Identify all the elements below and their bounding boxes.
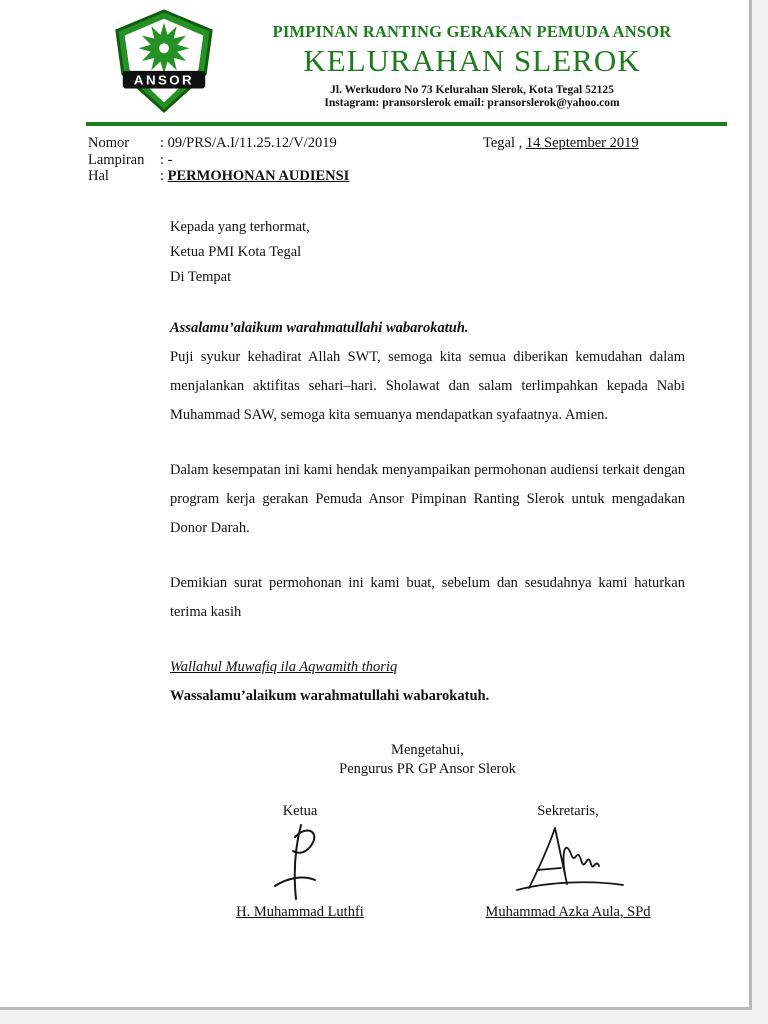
nomor-value: : 09/PRS/A.I/11.25.12/V/2019	[160, 135, 337, 151]
signature-row	[0, 803, 749, 933]
city-prefix: Tegal ,	[483, 135, 526, 151]
meta-row-hal	[88, 168, 733, 185]
logo-star-center	[159, 43, 169, 53]
signature-block-sekretaris	[458, 803, 678, 921]
nomor-label: Nomor	[88, 135, 130, 151]
acknowledgement-block	[170, 741, 685, 779]
org-name-line1: PIMPINAN RANTING GERAKAN PEMUDA ANSOR	[272, 22, 672, 41]
letter-body	[170, 314, 685, 711]
opening-salutation: Assalamu’alaikum warahmatullahi wabarokatuh.	[170, 319, 469, 336]
logo-text: ANSOR	[133, 72, 195, 88]
ansor-logo	[110, 8, 218, 114]
sekretaris-name: Muhammad Azka Aula, SPd	[485, 903, 651, 920]
recipient-line1: Kepada yang terhormat,	[170, 218, 310, 235]
recipient-line2: Ketua PMI Kota Tegal	[170, 243, 302, 260]
hal-value: PERMOHONAN AUDIENSI	[167, 168, 350, 184]
ketua-role-label: Ketua	[282, 802, 318, 819]
ketua-name: H. Muhammad Luthfi	[236, 903, 364, 920]
ketua-signature-icon	[255, 822, 345, 902]
date-block	[483, 135, 639, 152]
mengetahui-label: Mengetahui,	[391, 741, 464, 758]
closing-motto: Wallahul Muwafiq ila Aqwamith thoriq	[170, 658, 398, 675]
paragraph-1: Puji syukur kehadirat Allah SWT, semoga kita semua diberikan kemudahan dalam menjalankan aktifitas sehari–hari. Sholawat dan salam terlimpahkan kepada Nabi Muhammad SAW, semoga kita semuanya mendapatkan syafaatnya. Amien.	[170, 348, 685, 423]
signature-block-ketua	[200, 803, 400, 921]
letterhead-divider	[86, 122, 727, 126]
lampiran-value: : -	[160, 151, 173, 168]
hal-value-wrap	[160, 168, 349, 185]
recipient-line3: Di Tempat	[170, 268, 232, 285]
letterhead	[0, 0, 749, 118]
closing-salutation: Wassalamu’alaikum warahmatullahi wabarokatuh.	[170, 687, 490, 704]
pengurus-org: Pengurus PR GP Ansor Slerok	[339, 760, 516, 777]
sekretaris-signature-icon	[503, 822, 633, 902]
meta-row-lampiran	[88, 152, 733, 169]
org-address: Jl. Werkudoro No 73 Kelurahan Slerok, Kota Tegal 52125	[330, 84, 614, 96]
recipient-block	[170, 219, 749, 286]
hal-colon: :	[160, 168, 168, 184]
lampiran-label: Lampiran	[88, 151, 145, 168]
hal-label: Hal	[88, 168, 109, 184]
paragraph-2: Dalam kesempatan ini kami hendak menyampaikan permohonan audiensi terkait dengan program kerja gerakan Pemuda Ansor Pimpinan Ranting Slerok untuk mengadakan Donor Darah.	[170, 461, 685, 536]
letterhead-text	[238, 22, 706, 109]
letter-meta	[88, 135, 733, 185]
sekretaris-role-label: Sekretaris,	[537, 802, 599, 819]
paragraph-3: Demikian surat permohonan ini kami buat, sebelum dan sesudahnya kami haturkan terima kasih	[170, 574, 685, 620]
org-contact: Instagram: pransorslerok email: pransorslerok@yahoo.com	[324, 97, 620, 109]
letter-date: 14 September 2019	[525, 135, 639, 151]
org-name-line2: KELURAHAN SLEROK	[303, 43, 641, 78]
